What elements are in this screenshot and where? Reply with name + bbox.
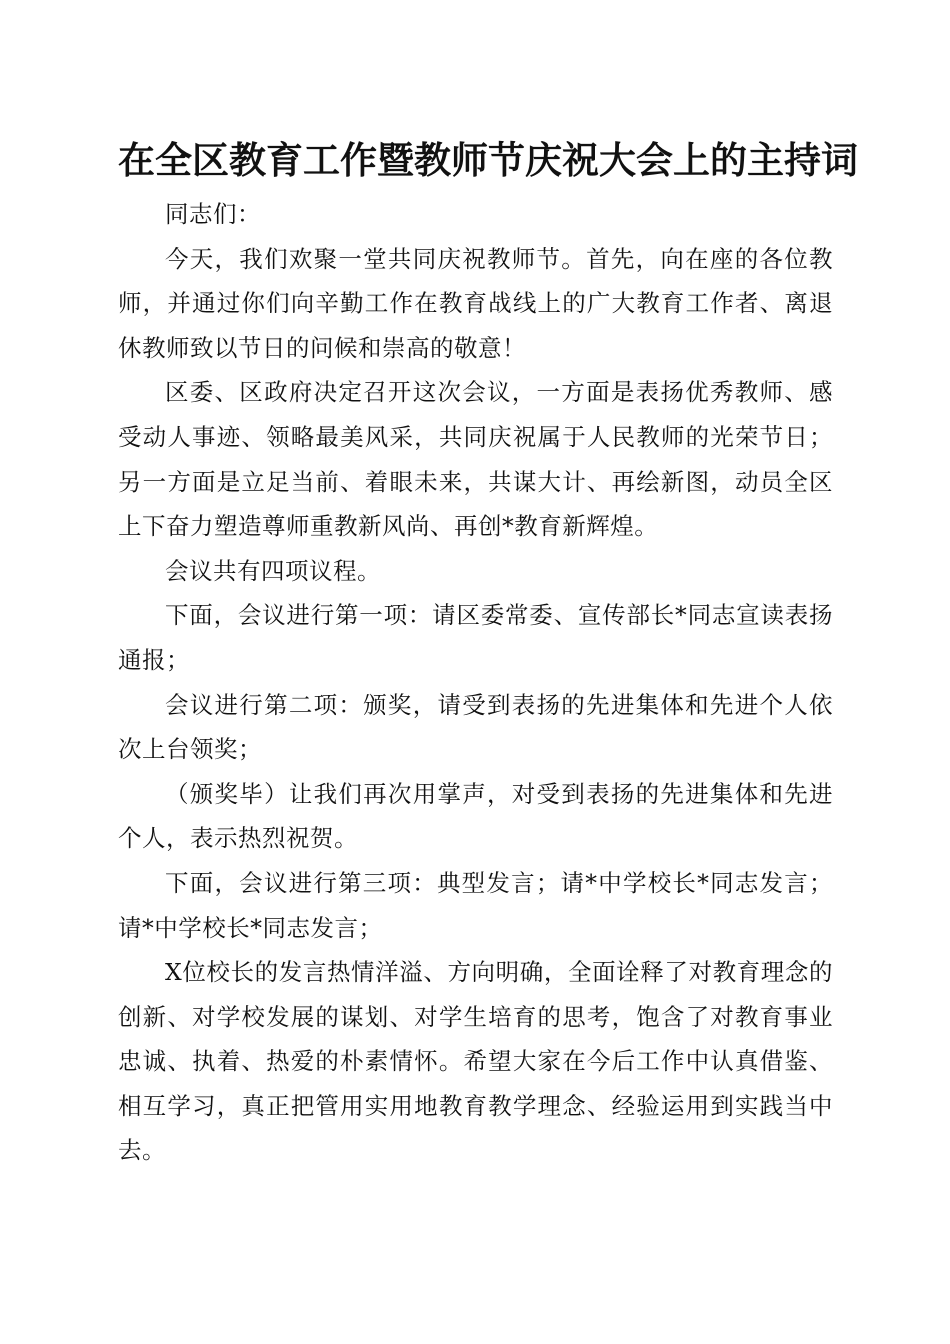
paragraph-item-three: 下面，会议进行第三项：典型发言；请*中学校长*同志发言；请*中学校长*同志发言； — [118, 868, 833, 942]
paragraph-item-one: 下面，会议进行第一项：请区委常委、宣传部长*同志宣读表扬通报； — [118, 601, 833, 674]
document-title: 在全区教育工作暨教师节庆祝大会上的主持词 — [118, 138, 858, 182]
paragraph-greeting: 今天，我们欢聚一堂共同庆祝教师节。首先，向在座的各位教师，并通过你们向辛勤工作在教育战线上的广大教育工作者、离退休教师致以节日的问候和崇高的敬意！ — [118, 244, 833, 362]
paragraph-salutation: 同志们： — [165, 200, 261, 228]
paragraph-summary: X位校长的发言热情洋溢、方向明确，全面诠释了对教育理念的创新、对学校发展的谋划、对学生培育的思考，饱含了对教育事业忠诚、执着、热爱的朴素情怀。希望大家在今后工作中认真借鉴、相互学习，真正把管用实用地教育教学理念、经验运用到实践当中去。 — [118, 958, 833, 1165]
document-body — [118, 192, 833, 1173]
paragraph-applause: （颁奖毕）让我们再次用掌声，对受到表扬的先进集体和先进个人，表示热烈祝贺。 — [118, 779, 833, 853]
paragraph-item-two: 会议进行第二项：颁奖，请受到表扬的先进集体和先进个人依次上台领奖； — [118, 690, 833, 764]
paragraph-purpose: 区委、区政府决定召开这次会议，一方面是表扬优秀教师、感受动人事迹、领略最美风采，共同庆祝属于人民教师的光荣节日；另一方面是立足当前、着眼未来，共谋大计、再绘新图，动员全区上下奋力塑造尊师重教新风尚、再创*教育新辉煌。 — [118, 378, 833, 541]
paragraph-agenda: 会议共有四项议程。 — [165, 556, 381, 585]
